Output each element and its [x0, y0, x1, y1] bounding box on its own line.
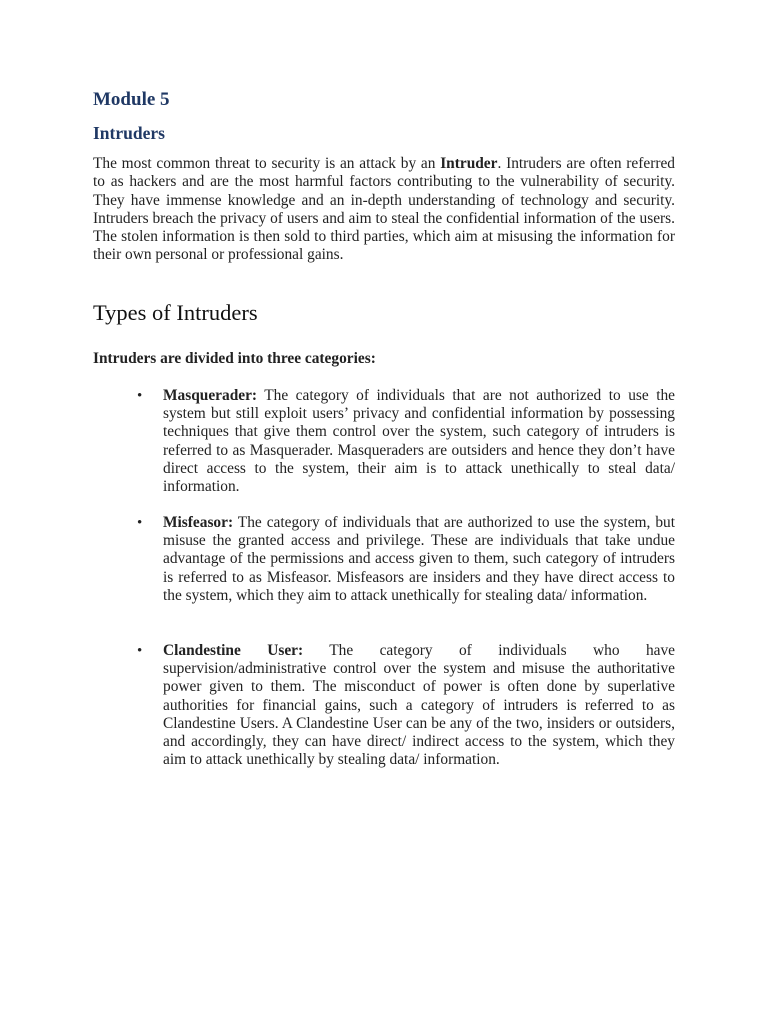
bullet-icon: • — [137, 643, 143, 659]
list-item-misfeasor — [137, 514, 675, 605]
term-description: The category of individuals that are authorized to use the system, but misuse the granted access and privilege. These are individuals that take undue advantage of the permissions and access given to them, such category of intruders is referred to as Misfeasor. Misfeasors are insiders and they have direct access to the system, which they aim to attack unethically for stealing data/ information. — [163, 514, 675, 604]
term-description: The category of individuals that are not authorized to use the system but still exploit users’ privacy and confidential information by possessing techniques that give them control over the system, such category of intruders is referred to as Masquerader. Masqueraders are outsiders and hence they don’t have direct access to the system, their aim is to attack unethically to steal data/ information. — [163, 387, 675, 496]
intro-paragraph — [93, 155, 675, 265]
term-label: Misfeasor: — [163, 514, 234, 531]
term-label: Masquerader: — [163, 387, 258, 404]
intro-bold-word: Intruder — [440, 155, 498, 172]
bullet-icon: • — [137, 515, 143, 531]
list-item-masquerader — [137, 387, 675, 496]
module-title: Module 5 — [93, 89, 170, 110]
categories-intro: Intruders are divided into three categories: — [93, 350, 376, 367]
bullet-icon: • — [137, 388, 143, 404]
section-title: Intruders — [93, 123, 165, 143]
term-description: The category of individuals who have supervision/administrative control over the system and misuse the authoritative power given to them. The misconduct of power is often done by superlative authorities for financial gains, such a category of intruders is referred to as Clandestine Users. A Clandestine User can be any of the two, insiders or outsiders, and accordingly, they can have direct/ indirect access to the system, which they aim to attack unethically by stealing data/ information. — [163, 642, 675, 769]
term-label: Clandestine User: — [163, 642, 304, 659]
types-heading: Types of Intruders — [93, 300, 258, 325]
intro-lead-text: The most common threat to security is an attack by an — [93, 155, 436, 172]
list-item-clandestine-user — [137, 642, 675, 769]
intro-rest-text: . Intruders are often referred to as hackers and are the most harmful factors contributing to the vulnerability of security. They have immense knowledge and an in-depth understanding of technology and security. Intruders breach the privacy of users and aim to steal the confidential information of the users. The stolen information is then sold to third parties, which aim at misusing the information for their own personal or professional gains. — [93, 155, 675, 264]
